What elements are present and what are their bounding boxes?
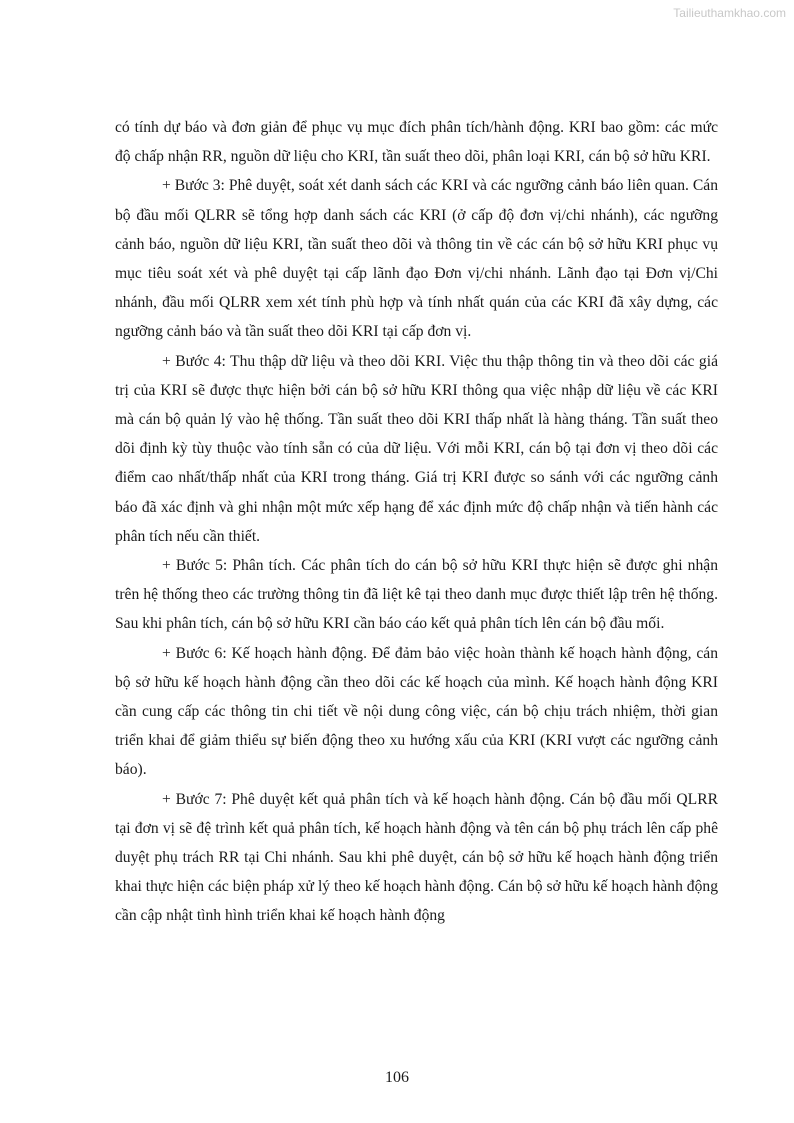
paragraph-step-3: + Bước 3: Phê duyệt, soát xét danh sách các KRI và các ngưỡng cảnh báo liên quan. Cán bộ đầu mối QLRR sẽ tổng hợp danh sách các KRI (ở cấp độ đơn vị/chi nhánh), các ngưỡng cảnh báo, nguồn dữ liệu KRI, tần suất theo dõi và thông tin về các cán bộ sở hữu KRI phục vụ mục tiêu soát xét và phê duyệt tại cấp lãnh đạo Đơn vị/chi nhánh. Lãnh đạo tại Đơn vị/Chi nhánh, đầu mối QLRR xem xét tính phù hợp và tính nhất quán của các KRI đã xây dựng, các ngưỡng cảnh báo và tần suất theo dõi KRI tại cấp đơn vị. [115, 177, 718, 341]
page-body [115, 113, 718, 931]
paragraph-step-7: + Bước 7: Phê duyệt kết quả phân tích và kế hoạch hành động. Cán bộ đầu mối QLRR tại đơn vị sẽ đệ trình kết quả phân tích, kế hoạch hành động và tên cán bộ phụ trách lên cấp phê duyệt phụ trách RR tại Chi nhánh. Sau khi phê duyệt, cán bộ sở hữu kế hoạch hành động triển khai thực hiện các biện pháp xử lý theo kế hoạch hành động. Cán bộ sở hữu kế hoạch hành động cần cập nhật tình hình triển khai kế hoạch hành động [115, 790, 718, 925]
watermark: Tailieuthamkhao.com [673, 6, 786, 20]
paragraph-step-6: + Bước 6: Kế hoạch hành động. Để đảm bảo việc hoàn thành kế hoạch hành động, cán bộ sở hữu kế hoạch hành động cần theo dõi các kế hoạch của mình. Kế hoạch hành động KRI cần cung cấp các thông tin chi tiết về nội dung công việc, cán bộ chịu trách nhiệm, thời gian triển khai để giảm thiểu sự biến động theo xu hướng xấu của KRI (KRI vượt các ngưỡng cảnh báo). [115, 644, 718, 779]
paragraph-continuation: có tính dự báo và đơn giản để phục vụ mục đích phân tích/hành động. KRI bao gồm: các mức độ chấp nhận RR, nguồn dữ liệu cho KRI, tần suất theo dõi, phân loại KRI, cán bộ sở hữu KRI. [115, 119, 718, 166]
page-number: 106 [385, 1069, 409, 1086]
paragraph-step-4: + Bước 4: Thu thập dữ liệu và theo dõi KRI. Việc thu thập thông tin và theo dõi các giá trị của KRI sẽ được thực hiện bởi cán bộ sở hữu KRI thông qua việc nhập dữ liệu về các KRI mà cán bộ quản lý vào hệ thống. Tần suất theo dõi KRI thấp nhất là hàng tháng. Tần suất theo dõi định kỳ tùy thuộc vào tính sẵn có của dữ liệu. Với mỗi KRI, cán bộ tại đơn vị theo dõi các điểm cao nhất/thấp nhất của KRI trong tháng. Giá trị KRI được so sánh với các ngưỡng cảnh báo đã xác định và ghi nhận một mức xếp hạng để xác định mức độ chấp nhận và tiến hành các phân tích nếu cần thiết. [115, 352, 718, 545]
paragraph-step-5: + Bước 5: Phân tích. Các phân tích do cán bộ sở hữu KRI thực hiện sẽ được ghi nhận trên hệ thống theo các trường thông tin đã liệt kê tại theo danh mục được thiết lập trên hệ thống. Sau khi phân tích, cán bộ sở hữu KRI cần báo cáo kết quả phân tích lên cán bộ đầu mối. [115, 557, 718, 633]
